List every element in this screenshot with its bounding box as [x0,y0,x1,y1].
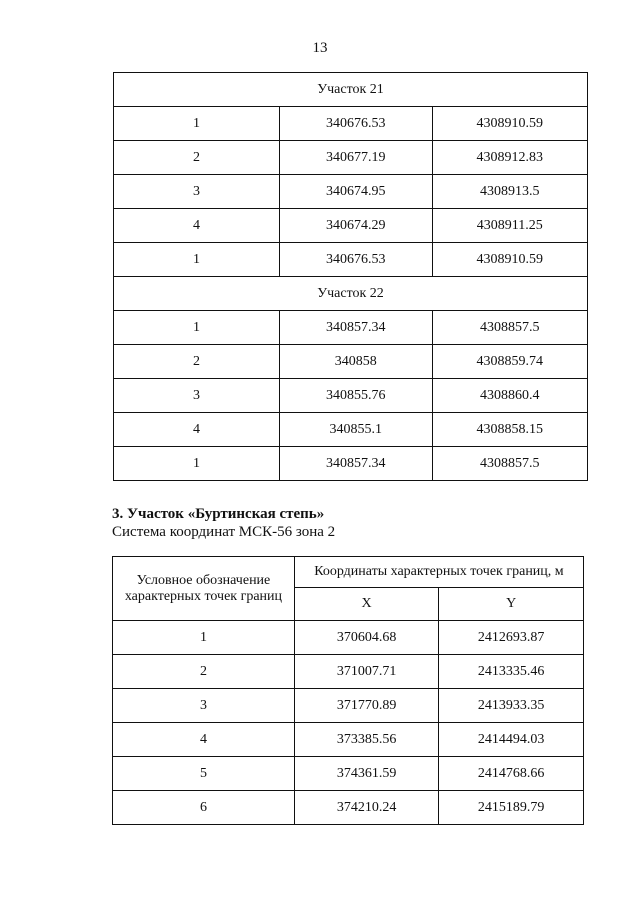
coord-x: 340676.53 [280,107,432,141]
point-number: 3 [113,689,295,723]
point-number: 1 [114,107,280,141]
point-number: 2 [114,345,280,379]
coord-x: 371007.71 [294,655,438,689]
section-header-row [114,277,588,311]
page-number: 13 [312,40,328,56]
table-row [113,723,584,757]
table-row [113,655,584,689]
coord-y: 2414494.03 [439,723,584,757]
table-row [114,311,588,345]
point-number: 5 [113,757,295,791]
coord-x: 370604.68 [294,621,438,655]
coord-y: 2412693.87 [439,621,584,655]
coord-y: 2415189.79 [439,791,584,825]
point-number: 4 [114,209,280,243]
section-heading: 3. Участок «Буртинская степь» [112,506,325,522]
coord-y: 2413933.35 [439,689,584,723]
point-number: 3 [114,379,280,413]
point-number: 1 [114,311,280,345]
table-row [114,243,588,277]
coord-y: 4308911.25 [432,209,587,243]
point-number: 4 [113,723,295,757]
coord-y: 2413335.46 [439,655,584,689]
coord-x: 374361.59 [294,757,438,791]
point-number: 4 [114,413,280,447]
table-row [113,621,584,655]
table-row [114,209,588,243]
section-title: Участок 22 [114,277,588,311]
table-row [114,447,588,481]
point-number: 2 [114,141,280,175]
coord-x: 340855.1 [280,413,432,447]
coord-x: 373385.56 [294,723,438,757]
point-number: 6 [113,791,295,825]
coord-x: 371770.89 [294,689,438,723]
table-row [113,689,584,723]
coord-y: 4308857.5 [432,447,587,481]
section-header-row [114,73,588,107]
coord-y: 4308857.5 [432,311,587,345]
coord-x: 340676.53 [280,243,432,277]
y-header: Y [439,588,584,621]
coord-y: 4308910.59 [432,243,587,277]
coord-x: 340677.19 [280,141,432,175]
point-number: 1 [113,621,295,655]
table-row [114,379,588,413]
coord-x: 340857.34 [280,447,432,481]
coordinates-header: Координаты характерных точек границ, м [294,557,583,588]
coord-x: 374210.24 [294,791,438,825]
table-row [114,141,588,175]
coord-x: 340855.76 [280,379,432,413]
coord-y: 4308859.74 [432,345,587,379]
coord-y: 2414768.66 [439,757,584,791]
coord-y: 4308910.59 [432,107,587,141]
table-row [114,413,588,447]
coord-x: 340674.95 [280,175,432,209]
coord-x: 340674.29 [280,209,432,243]
section-title: Участок 21 [114,73,588,107]
table-row [113,757,584,791]
coord-y: 4308912.83 [432,141,587,175]
coord-y: 4308858.15 [432,413,587,447]
coord-y: 4308860.4 [432,379,587,413]
boundary-coordinates-table [112,556,584,825]
table-header-row [113,557,584,588]
point-number: 1 [114,447,280,481]
coord-y: 4308913.5 [432,175,587,209]
coord-x: 340858 [280,345,432,379]
point-designation-header: Условное обозначение характерных точек границ [113,557,295,621]
point-number: 1 [114,243,280,277]
table-row [114,345,588,379]
sections-coordinates-table [113,72,588,481]
table-row [114,175,588,209]
point-number: 2 [113,655,295,689]
x-header: X [294,588,438,621]
table-row [113,791,584,825]
coordinate-system-caption: Система координат МСК-56 зона 2 [112,524,336,540]
table-row [114,107,588,141]
point-number: 3 [114,175,280,209]
coord-x: 340857.34 [280,311,432,345]
